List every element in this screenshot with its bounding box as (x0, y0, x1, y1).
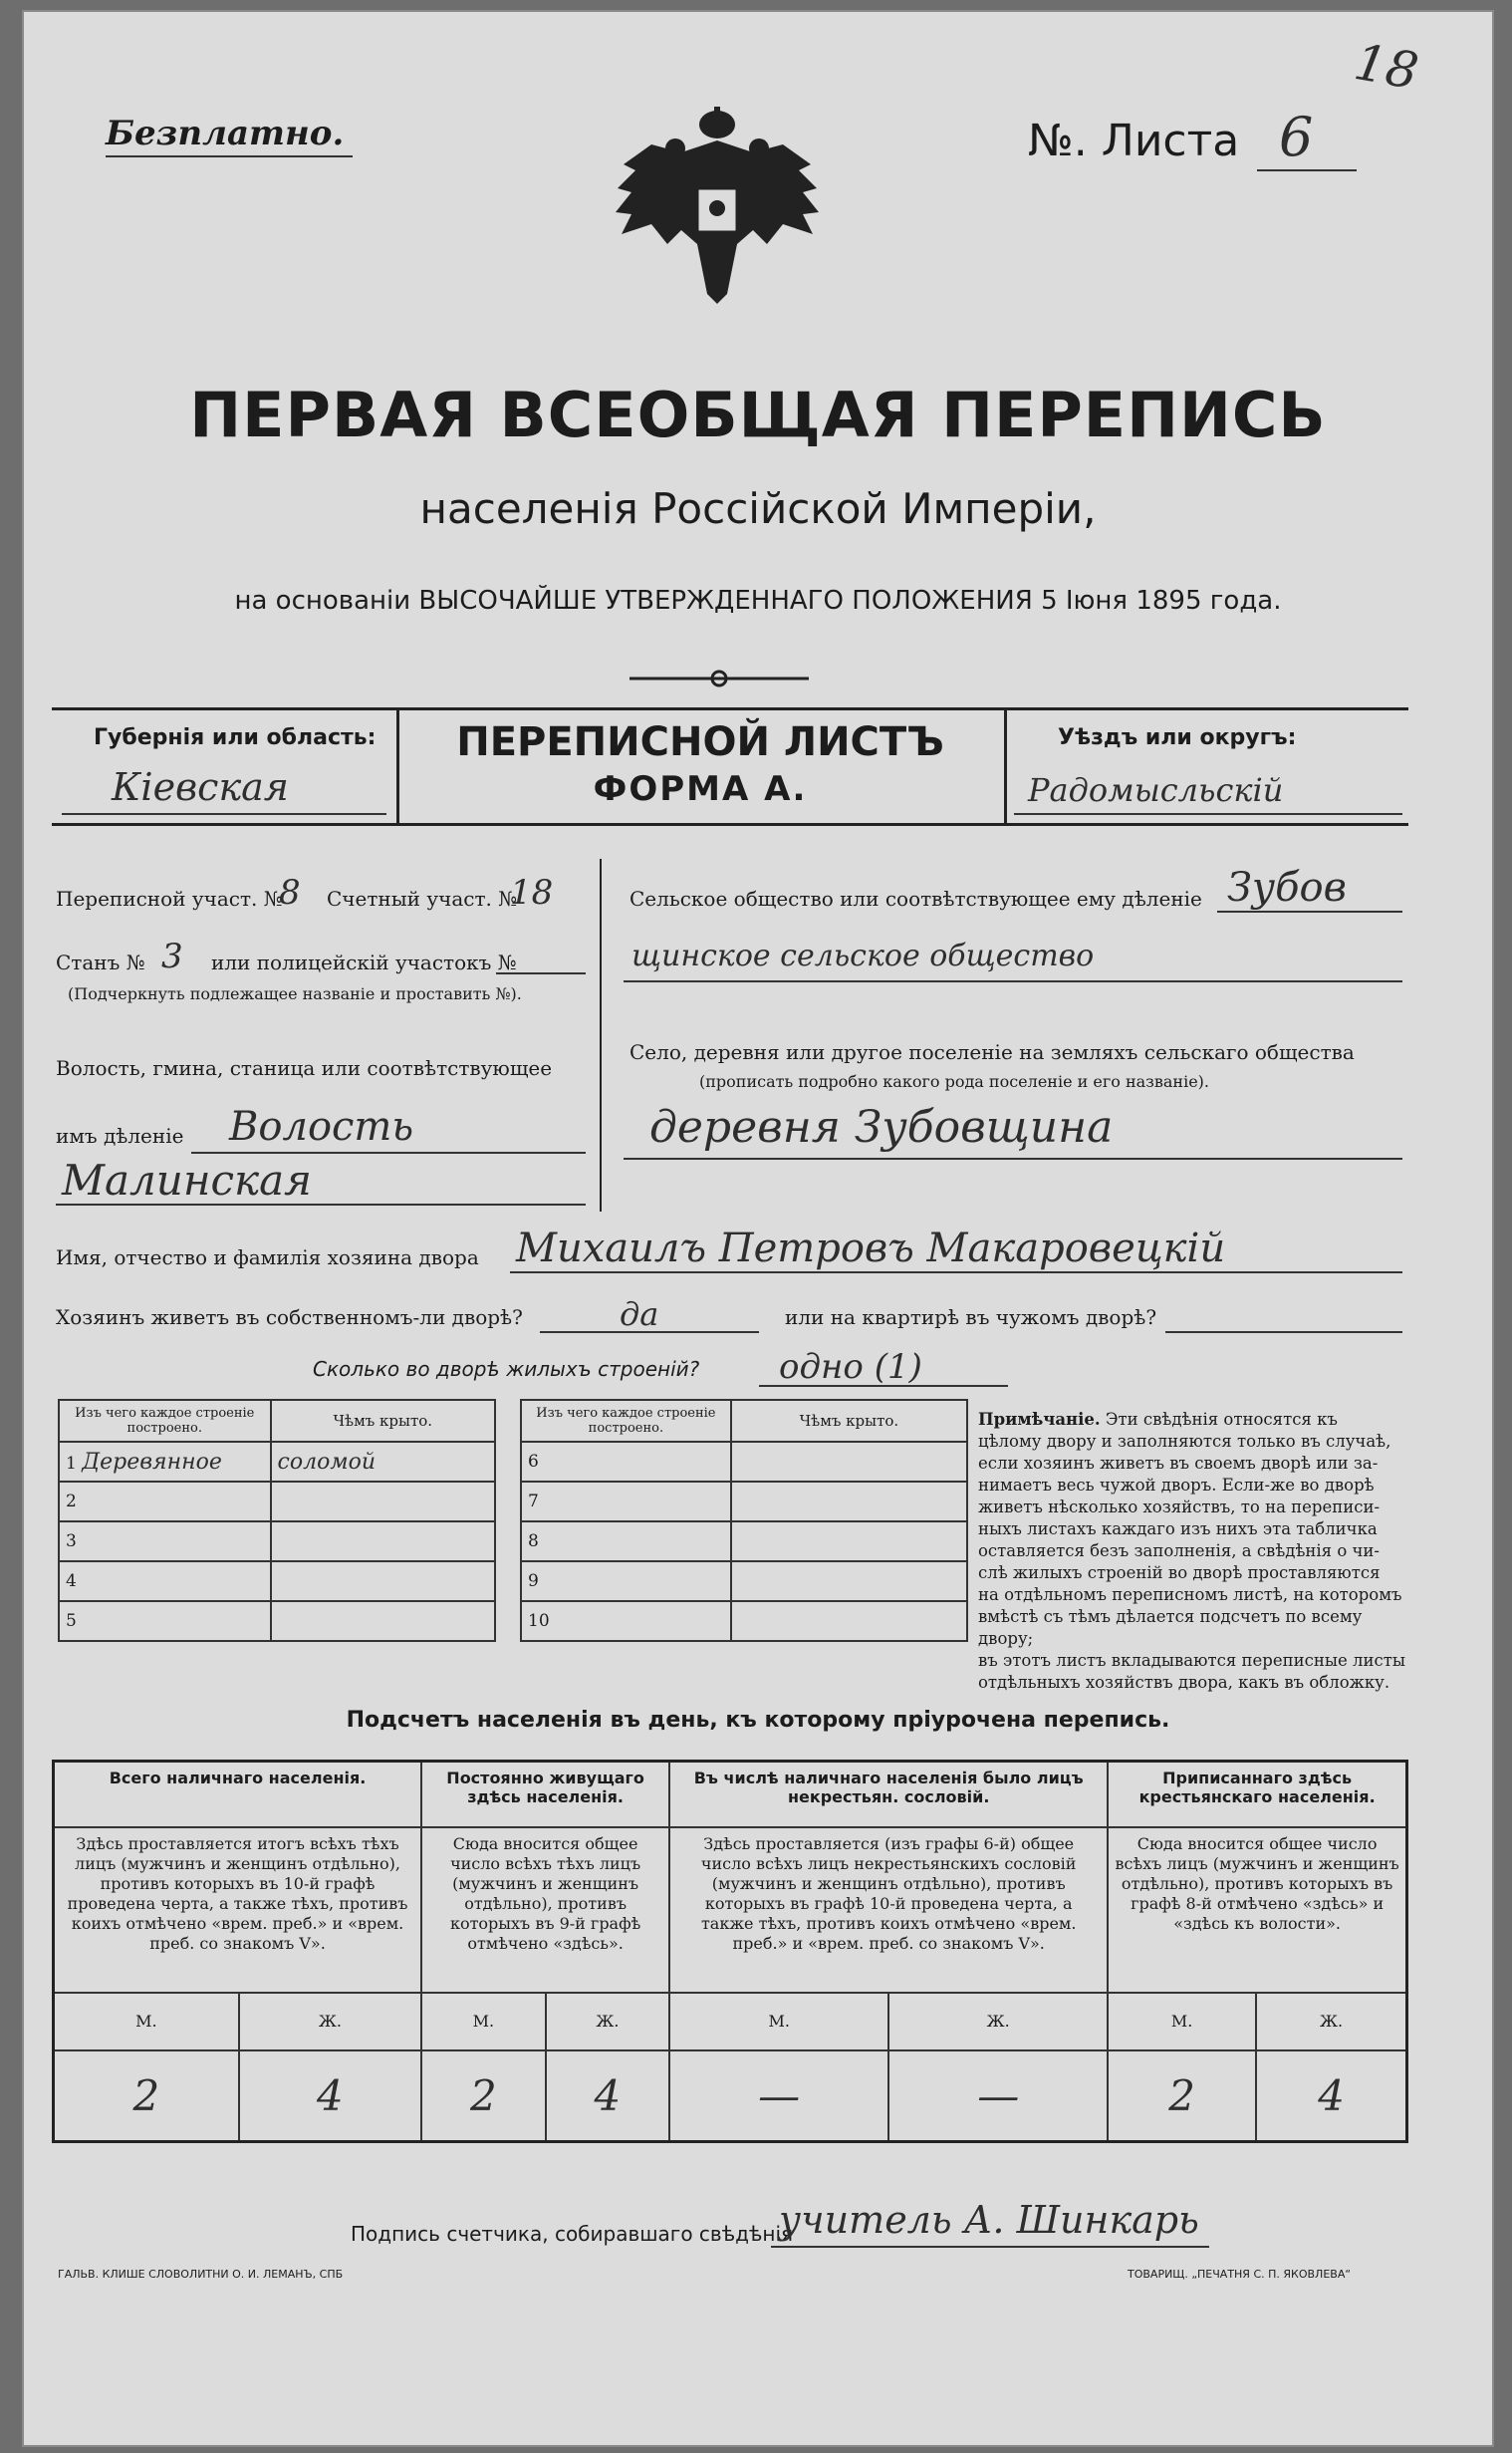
ornament-divider (630, 668, 809, 689)
col-roof-header-2: Чѣмъ крыто. (731, 1400, 967, 1442)
table-row: 10 (521, 1601, 967, 1641)
col-material-header: Изъ чего каждое строеніе построено. (59, 1400, 271, 1442)
rent-label: или на квартирѣ въ чужомъ дворѣ? (785, 1305, 1157, 1329)
stan-label: Станъ № (56, 951, 145, 974)
buildings-table-left (58, 1399, 496, 1642)
sheet-number-label: №. Листа (1028, 116, 1240, 166)
resident-male: 2 (421, 2050, 546, 2142)
table-row: 8 (521, 1521, 967, 1561)
own-yard-value: да (620, 1295, 659, 1333)
page-title: ПЕРВАЯ ВСЕОБЩАЯ ПЕРЕПИСЬ (189, 379, 1327, 451)
form-subtitle: ФОРМА А. (593, 769, 808, 809)
owner-name-label: Имя, отчество и фамилія хозяина двора (56, 1245, 479, 1269)
volost-value: Волость (229, 1104, 414, 1150)
village-note: (прописать подробно какого рода поселеніе и его названіе). (699, 1072, 1209, 1091)
census-sheet (22, 10, 1494, 2447)
note-title: Примѣчаніе. (978, 1410, 1101, 1429)
province-label: Губернія или область: (94, 725, 377, 750)
table-row: 9 (521, 1561, 967, 1601)
col-material-header-2: Изъ чего каждое строеніе построено. (521, 1400, 731, 1442)
buildings-count-value: одно (1) (779, 1347, 922, 1387)
table-row: 3 (59, 1521, 495, 1561)
count-title: Подсчетъ населенія въ день, къ которому пріурочена перепись. (346, 1708, 1170, 1733)
signature-value: учитель А. Шинкарь (779, 2198, 1199, 2242)
col2-desc: Сюда вносится общее число всѣхъ тѣхъ лицъ (мужчинъ и женщинъ отдѣльно), противъ которыхъ въ 9-й графѣ отмѣчено «здѣсь». (421, 1827, 669, 1993)
society-value: Зубов (1227, 865, 1347, 911)
col3-header: Въ числѣ наличнаго населенія было лицъ некрестьян. сословій. (669, 1762, 1108, 1827)
col4-desc: Сюда вносится общее число всѣхъ лицъ (мужчинъ и женщинъ отдѣльно), противъ которыхъ въ графѣ 8-й отмѣчено «здѣсь» и «здѣсь къ волости». (1108, 1827, 1406, 1993)
col1-desc: Здѣсь проставляется итогъ всѣхъ тѣхъ лицъ (мужчинъ и женщинъ отдѣльно), противъ которыхъ въ 10-й графѣ проведена черта, а также тѣхъ, противъ коихъ отмѣчено «врем. преб.» и «врем. преб. со знакомъ V». (54, 1827, 422, 1993)
count-district-label: Счетный участ. № (327, 887, 518, 911)
total-female: 4 (239, 2050, 421, 2142)
table-row: 2 (59, 1482, 495, 1521)
note-block: Примѣчаніе. Эти свѣдѣнія относятся къ цѣлому двору и заполняются только въ случаѣ, если хозяинъ живетъ въ своемъ дворѣ или за- нимаетъ весь чужой дворъ. Если-же во дворѣ живетъ нѣсколько хозяйствъ, то на переписи- ныхъ листахъ каждаго изъ нихъ эта табличка оставляется безъ заполненія, а свѣдѣнія о чи- слѣ жилыхъ строеній во дворѣ проставляются на отдѣльномъ переписномъ листѣ, на которомъ вмѣстѣ съ тѣмъ дѣлается подсчетъ по всему двору; въ этотъ листъ вкладываются переписные листы отдѣльныхъ хозяйствъ двора, какъ въ обложку. (978, 1410, 1405, 1692)
district-value: Радомысльскій (1028, 771, 1284, 809)
free-label: Безплатно. (106, 114, 345, 153)
col3-desc: Здѣсь проставляется (изъ графы 6-й) общее число всѣхъ лицъ некрестьянскихъ сословій (мужчинъ и женщинъ отдѣльно), противъ которыхъ въ графѣ 10-й проведена черта, а также тѣхъ, противъ коихъ отмѣчено «врем. преб.» и «врем. преб. со знакомъ V». (669, 1827, 1108, 1993)
count-district-value: 18 (510, 873, 554, 913)
volost-label-2: имъ дѣленіе (56, 1124, 184, 1148)
society-value-2: щинское сельское общество (631, 939, 1095, 973)
village-label: Село, деревня или другое поселеніе на земляхъ сельскаго общества (630, 1040, 1355, 1064)
corner-mark: 18 (1350, 32, 1423, 102)
printer-left: ГАЛЬВ. КЛИШЕ СЛОВОЛИТНИ О. И. ЛЕМАНЪ, СПБ (58, 2268, 344, 2281)
non-peasant-male: — (669, 2050, 888, 2142)
page-subtitle: населенія Россійской Имперіи, (419, 484, 1097, 533)
col4-header: Приписаннаго здѣсь крестьянскаго населенія. (1108, 1762, 1406, 1827)
own-yard-label: Хозяинъ живетъ въ собственномъ-ли дворѣ? (56, 1305, 523, 1329)
police-district-label: или полицейскій участокъ № (211, 951, 517, 974)
total-male: 2 (54, 2050, 239, 2142)
village-value: деревня Зубовщина (649, 1102, 1114, 1153)
sheet-number-value: 6 (1279, 106, 1314, 168)
double-headed-eagle-emblem (612, 105, 823, 314)
population-count-table: Всего наличнаго населенія. Постоянно живущаго здѣсь населенія. Въ числѣ наличнаго населенія было лицъ некрестьян. сословій. Приписаннаго здѣсь крестьянскаго населенія. Здѣсь проставляется итогъ всѣхъ тѣхъ лицъ (мужчинъ и женщинъ отдѣльно), противъ которыхъ въ 10-й графѣ проведена черта, а также тѣхъ, противъ коихъ отмѣчено «врем. преб.» и «врем. преб. со знакомъ V». Сюда вносится общее число всѣхъ тѣхъ лицъ (мужчинъ и женщинъ отдѣльно), противъ которыхъ въ 9-й графѣ отмѣчено «здѣсь». Здѣсь проставляется (изъ графы 6-й) общее число всѣхъ лицъ некрестьянскихъ сословій (мужчинъ и женщинъ отдѣльно), противъ которыхъ въ графѣ 10-й проведена черта, а также тѣхъ, противъ коихъ отмѣчено «врем. преб.» и «врем. преб. со знакомъ V». Сюда вносится общее число всѣхъ лицъ (мужчинъ и женщинъ отдѣльно), противъ которыхъ въ графѣ 8-й отмѣчено «здѣсь» и «здѣсь къ волости». М. Ж. М. Ж. М. Ж. М. Ж. 2 4 2 4 — — 2 4 (52, 1760, 1408, 2143)
non-peasant-female: — (888, 2050, 1108, 2142)
col-roof-header: Чѣмъ крыто. (271, 1400, 495, 1442)
registered-male: 2 (1108, 2050, 1256, 2142)
col1-header: Всего наличнаго населенія. (54, 1762, 422, 1827)
volost-value-2: Малинская (62, 1156, 312, 1205)
printer-right: ТОВАРИЩ. „ПЕЧАТНЯ С. П. ЯКОВЛЕВА“ (1128, 2268, 1352, 2281)
table-row: 5 (59, 1601, 495, 1641)
resident-female: 4 (546, 2050, 670, 2142)
table-row: 4 (59, 1561, 495, 1601)
census-district-value: 8 (279, 873, 301, 913)
underline-note: (Подчеркнуть подлежащее названіе и проставить №). (68, 984, 522, 1003)
volost-label: Волость, гмина, станица или соотвѣтствующее (56, 1056, 553, 1080)
form-title: ПЕРЕПИСНОЙ ЛИСТЪ (456, 719, 944, 765)
registered-female: 4 (1256, 2050, 1406, 2142)
col2-header: Постоянно живущаго здѣсь населенія. (421, 1762, 669, 1827)
signature-label: Подпись счетчика, собиравшаго свѣдѣнія (351, 2222, 794, 2246)
buildings-table-right (520, 1399, 968, 1642)
table-row: 7 (521, 1482, 967, 1521)
table-row: 6 (521, 1442, 967, 1482)
society-label: Сельское общество или соотвѣтствующее ему дѣленіе (630, 887, 1202, 911)
district-label: Уѣздъ или округъ: (1058, 725, 1297, 750)
census-district-label: Переписной участ. № (56, 887, 283, 911)
table-row: 1 Деревянное соломой (59, 1442, 495, 1482)
owner-name-value: Михаилъ Петровъ Макаровецкій (516, 1226, 1226, 1271)
buildings-count-label: Сколько во дворѣ жилыхъ строеній? (313, 1357, 700, 1381)
stan-value: 3 (161, 937, 183, 976)
legal-basis: на основаніи ВЫСОЧАЙШЕ УТВЕРЖДЕННАГО ПОЛОЖЕНИЯ 5 Іюня 1895 года. (234, 586, 1282, 616)
province-value: Кіевская (112, 765, 289, 809)
